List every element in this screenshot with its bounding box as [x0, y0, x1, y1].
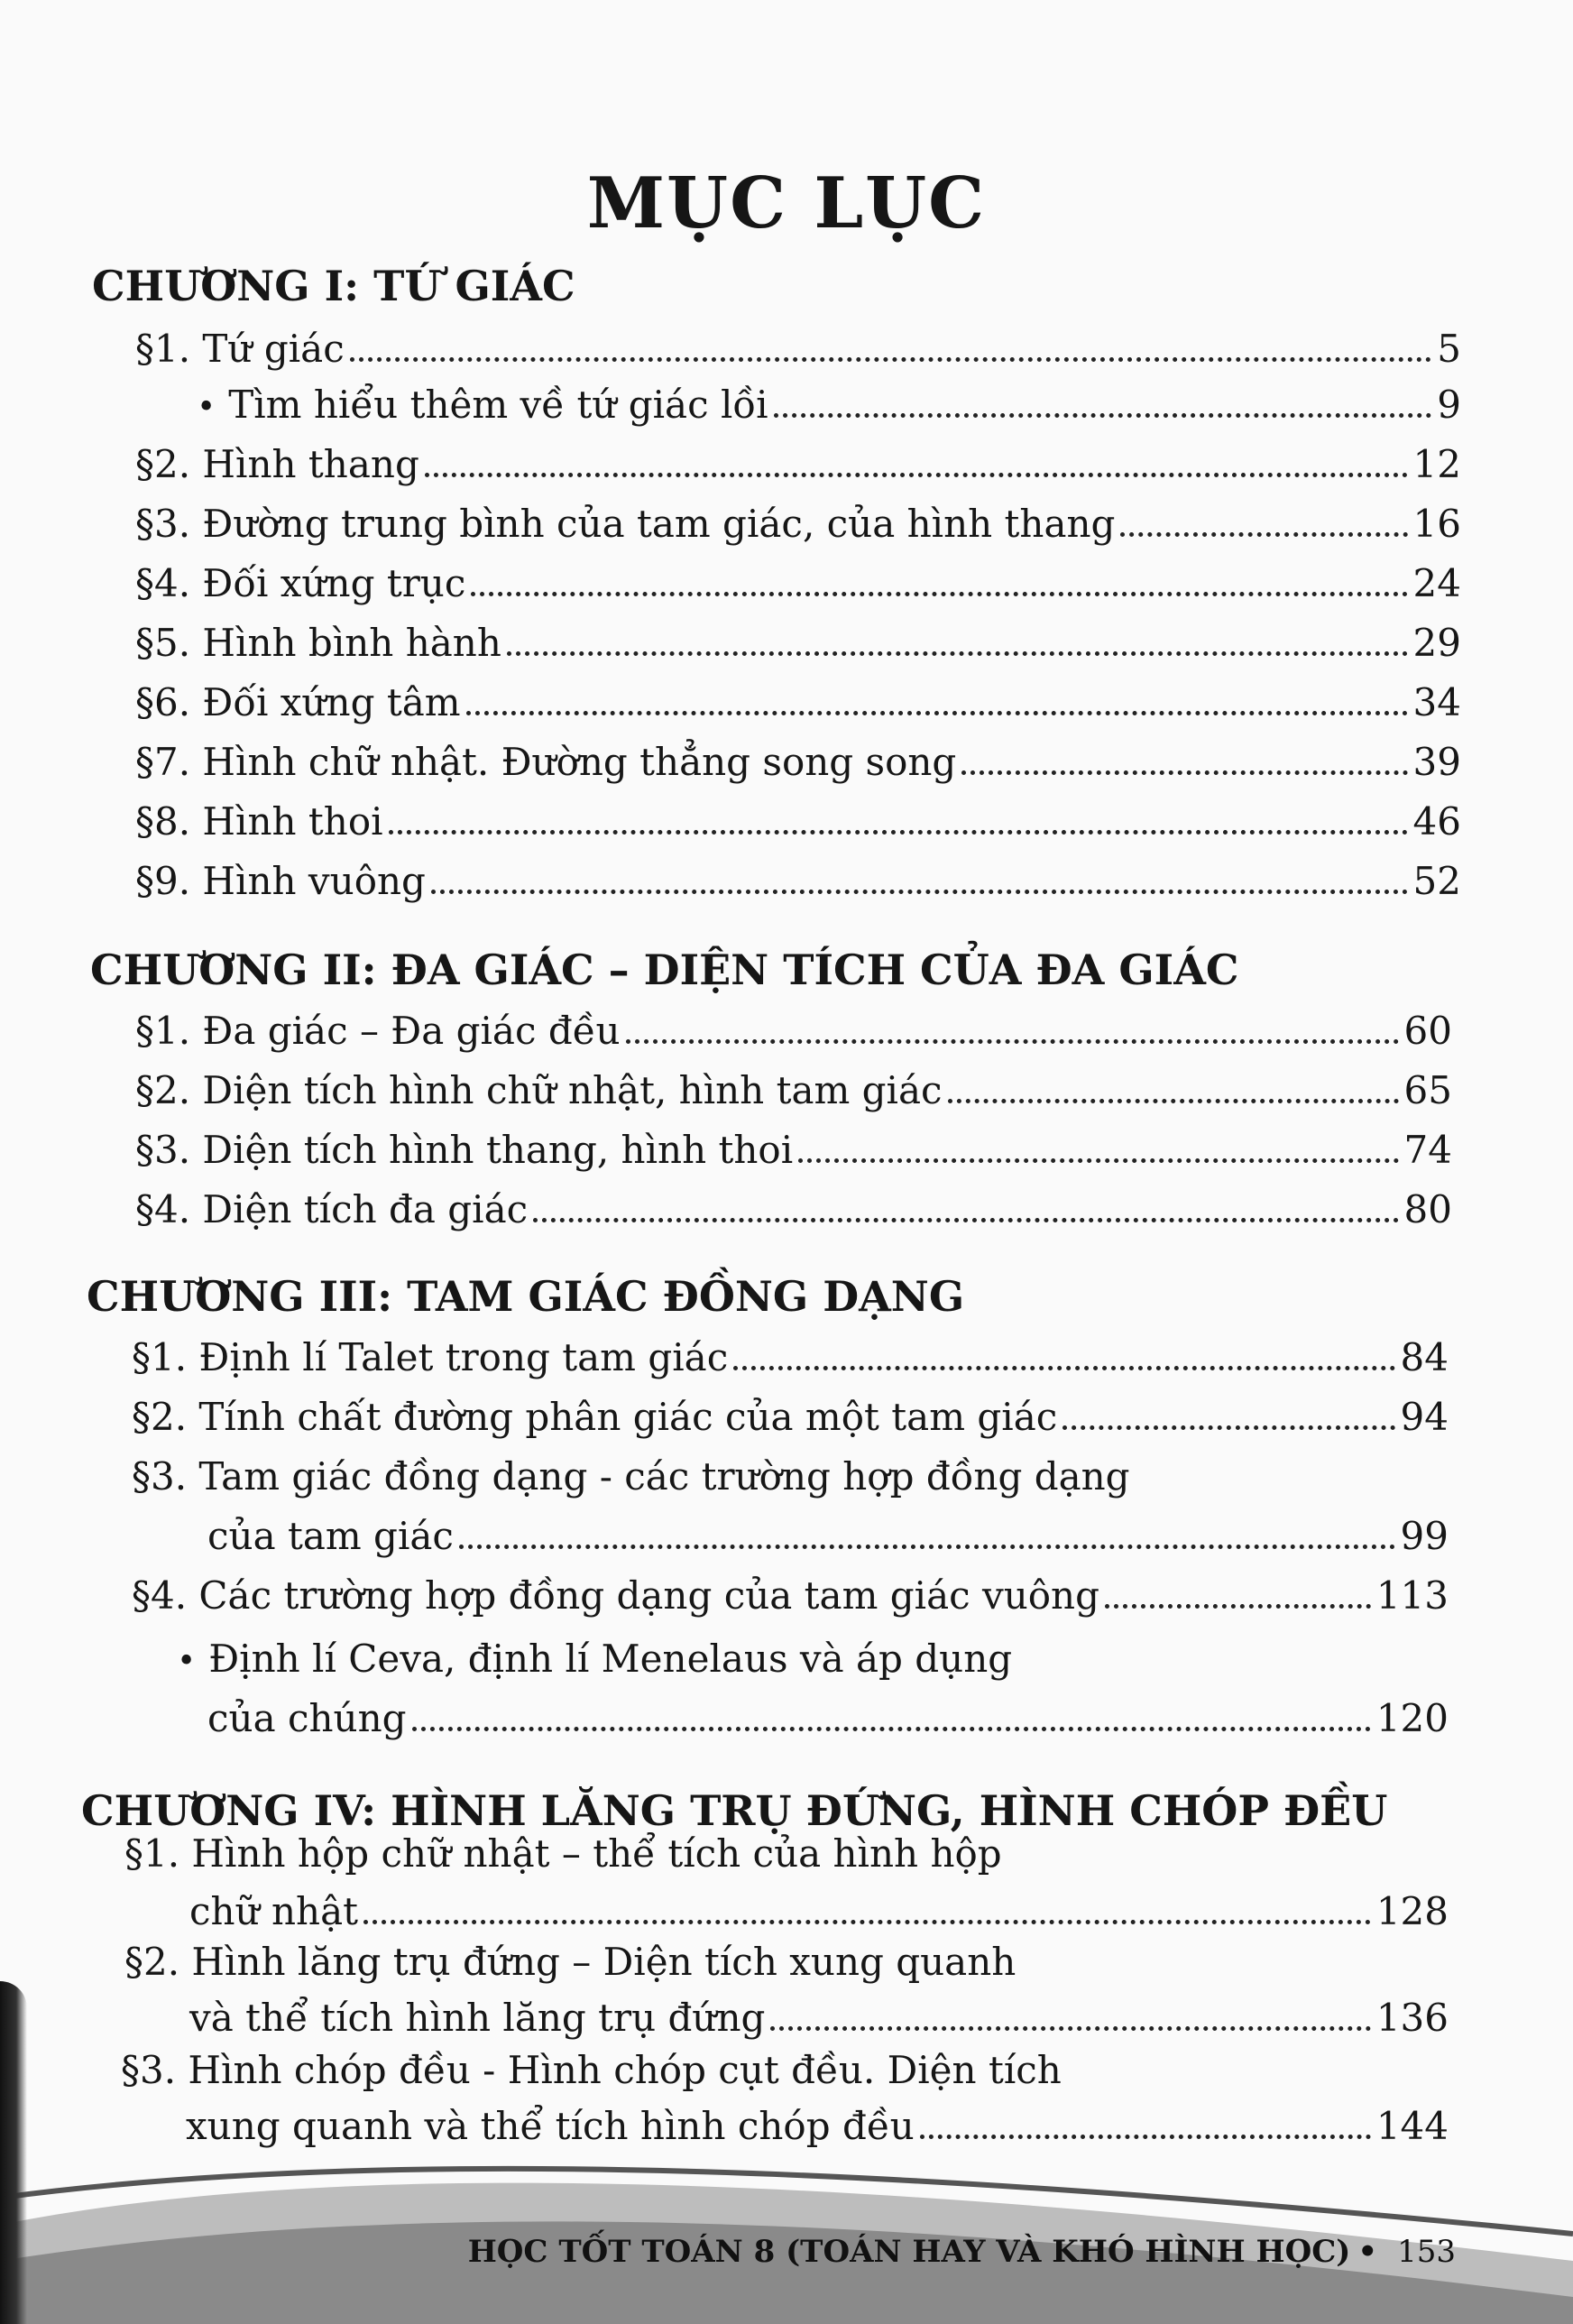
chapter-heading: CHƯƠNG II: ĐA GIÁC – DIỆN TÍCH CỦA ĐA GIÁC	[90, 945, 1239, 994]
toc-entry-line1[interactable]: §1. Hình hộp chữ nhật – thể tích của hình hộp	[124, 1831, 1002, 1876]
leader-dots	[431, 890, 1408, 894]
toc-entry[interactable]: và thể tích hình lăng trụ đứng 136	[189, 1996, 1449, 2040]
leader-dots	[389, 830, 1408, 835]
chapter-heading: CHƯƠNG I: TỨ GIÁC	[92, 262, 575, 310]
leader-dots	[466, 711, 1408, 715]
leader-dots	[1120, 532, 1407, 537]
toc-entry[interactable]: §2. Tính chất đường phân giác của một tam giác 94	[132, 1395, 1449, 1439]
toc-entry[interactable]: §2. Diện tích hình chữ nhật, hình tam giác 65	[135, 1068, 1452, 1112]
page-title: MỤC LỤC	[586, 162, 987, 244]
toc-entry[interactable]: của chúng 120	[207, 1696, 1449, 1740]
leader-dots	[961, 770, 1407, 775]
toc-entry[interactable]: §8. Hình thoi 46	[135, 799, 1461, 844]
page-ref: 136	[1375, 1996, 1449, 2040]
page-ref: 94	[1400, 1395, 1449, 1439]
page-ref: 120	[1375, 1696, 1449, 1740]
leader-dots	[626, 1039, 1399, 1044]
page-ref: 9	[1437, 383, 1461, 427]
leader-dots	[507, 651, 1408, 656]
page-ref: 16	[1412, 502, 1461, 546]
page-ref: 24	[1412, 561, 1461, 605]
running-footer	[468, 2234, 1456, 2270]
toc-entry[interactable]: §3. Diện tích hình thang, hình thoi 74	[135, 1128, 1452, 1172]
page-ref: 128	[1375, 1889, 1449, 1933]
toc-entry[interactable]: • Tìm hiểu thêm về tứ giác lồi 9	[197, 383, 1461, 427]
page-ref: 65	[1403, 1068, 1452, 1112]
toc-entry[interactable]: §1. Đa giác – Đa giác đều 60	[135, 1009, 1452, 1053]
toc-entry[interactable]: §1. Định lí Talet trong tam giác 84	[132, 1335, 1449, 1379]
page-ref: 46	[1412, 799, 1461, 844]
leader-dots	[425, 473, 1408, 477]
page-edge-shadow	[0, 1981, 27, 2324]
toc-entry[interactable]: chữ nhật 128	[189, 1889, 1449, 1933]
leader-dots	[363, 1920, 1371, 1924]
toc-entry[interactable]: §7. Hình chữ nhật. Đường thẳng song song 39	[135, 740, 1461, 784]
page-ref: 29	[1412, 621, 1461, 665]
toc-entry[interactable]: §4. Các trường hợp đồng dạng của tam giác vuông 113	[132, 1573, 1449, 1618]
separator-dot: •	[1357, 2234, 1378, 2270]
toc-entry-line1[interactable]: §2. Hình lăng trụ đứng – Diện tích xung quanh	[124, 1940, 1016, 1984]
book-title: HỌC TỐT TOÁN 8 (TOÁN HAY VÀ KHÓ HÌNH HỌC)	[467, 2234, 1351, 2270]
chapter-heading: CHƯƠNG III: TAM GIÁC ĐỒNG DẠNG	[87, 1272, 965, 1321]
leader-dots	[1105, 1604, 1371, 1609]
toc-entry[interactable]: §4. Đối xứng trục 24	[135, 561, 1461, 605]
toc-entry[interactable]: §1. Tứ giác 5	[135, 327, 1461, 371]
page-number: 153	[1397, 2234, 1456, 2270]
toc-entry[interactable]: §6. Đối xứng tâm 34	[135, 680, 1461, 724]
leader-dots	[774, 413, 1432, 418]
page-ref: 39	[1412, 740, 1461, 784]
page-ref: 99	[1400, 1514, 1449, 1558]
toc-entry[interactable]: §9. Hình vuông 52	[135, 859, 1461, 903]
toc-entry-line1[interactable]: §3. Tam giác đồng dạng - các trường hợp đồng dạng	[132, 1454, 1130, 1499]
leader-dots	[412, 1727, 1371, 1731]
leader-dots	[798, 1158, 1398, 1163]
toc-entry-line1[interactable]: §3. Hình chóp đều - Hình chóp cụt đều. Diện tích	[121, 2048, 1062, 2092]
toc-entry[interactable]: xung quanh và thể tích hình chóp đều 144	[186, 2104, 1449, 2148]
page-ref: 52	[1412, 859, 1461, 903]
leader-dots	[350, 357, 1432, 362]
page-ref: 80	[1403, 1187, 1452, 1231]
bullet-icon: •	[177, 1643, 197, 1680]
leader-dots	[471, 592, 1407, 596]
leader-dots	[733, 1366, 1394, 1370]
footer-wave-decoration	[0, 2126, 1573, 2324]
page-ref: 5	[1437, 327, 1461, 371]
leader-dots	[770, 2026, 1370, 2031]
bullet-icon: •	[197, 389, 216, 426]
page-ref: 113	[1375, 1573, 1449, 1618]
toc-entry[interactable]: §5. Hình bình hành 29	[135, 621, 1461, 665]
page-ref: 144	[1375, 2104, 1449, 2148]
page-ref: 34	[1412, 680, 1461, 724]
page-ref: 12	[1412, 442, 1461, 486]
page-ref: 74	[1403, 1128, 1452, 1172]
chapter-heading: CHƯƠNG IV: HÌNH LĂNG TRỤ ĐỨNG, HÌNH CHÓP ĐỀU	[81, 1786, 1388, 1835]
leader-dots	[459, 1545, 1395, 1549]
toc-entry[interactable]: §3. Đường trung bình của tam giác, của hình thang 16	[135, 502, 1461, 546]
toc-entry[interactable]: §2. Hình thang 12	[135, 442, 1461, 486]
page-ref: 84	[1400, 1335, 1449, 1379]
toc-entry[interactable]: của tam giác 99	[207, 1514, 1449, 1558]
page-ref: 60	[1403, 1009, 1452, 1053]
toc-entry[interactable]: §4. Diện tích đa giác 80	[135, 1187, 1452, 1231]
toc-entry-line1[interactable]: • Định lí Ceva, định lí Menelaus và áp dụng	[177, 1637, 1013, 1681]
leader-dots	[1062, 1425, 1394, 1430]
leader-dots	[533, 1218, 1398, 1222]
leader-dots	[948, 1099, 1399, 1103]
